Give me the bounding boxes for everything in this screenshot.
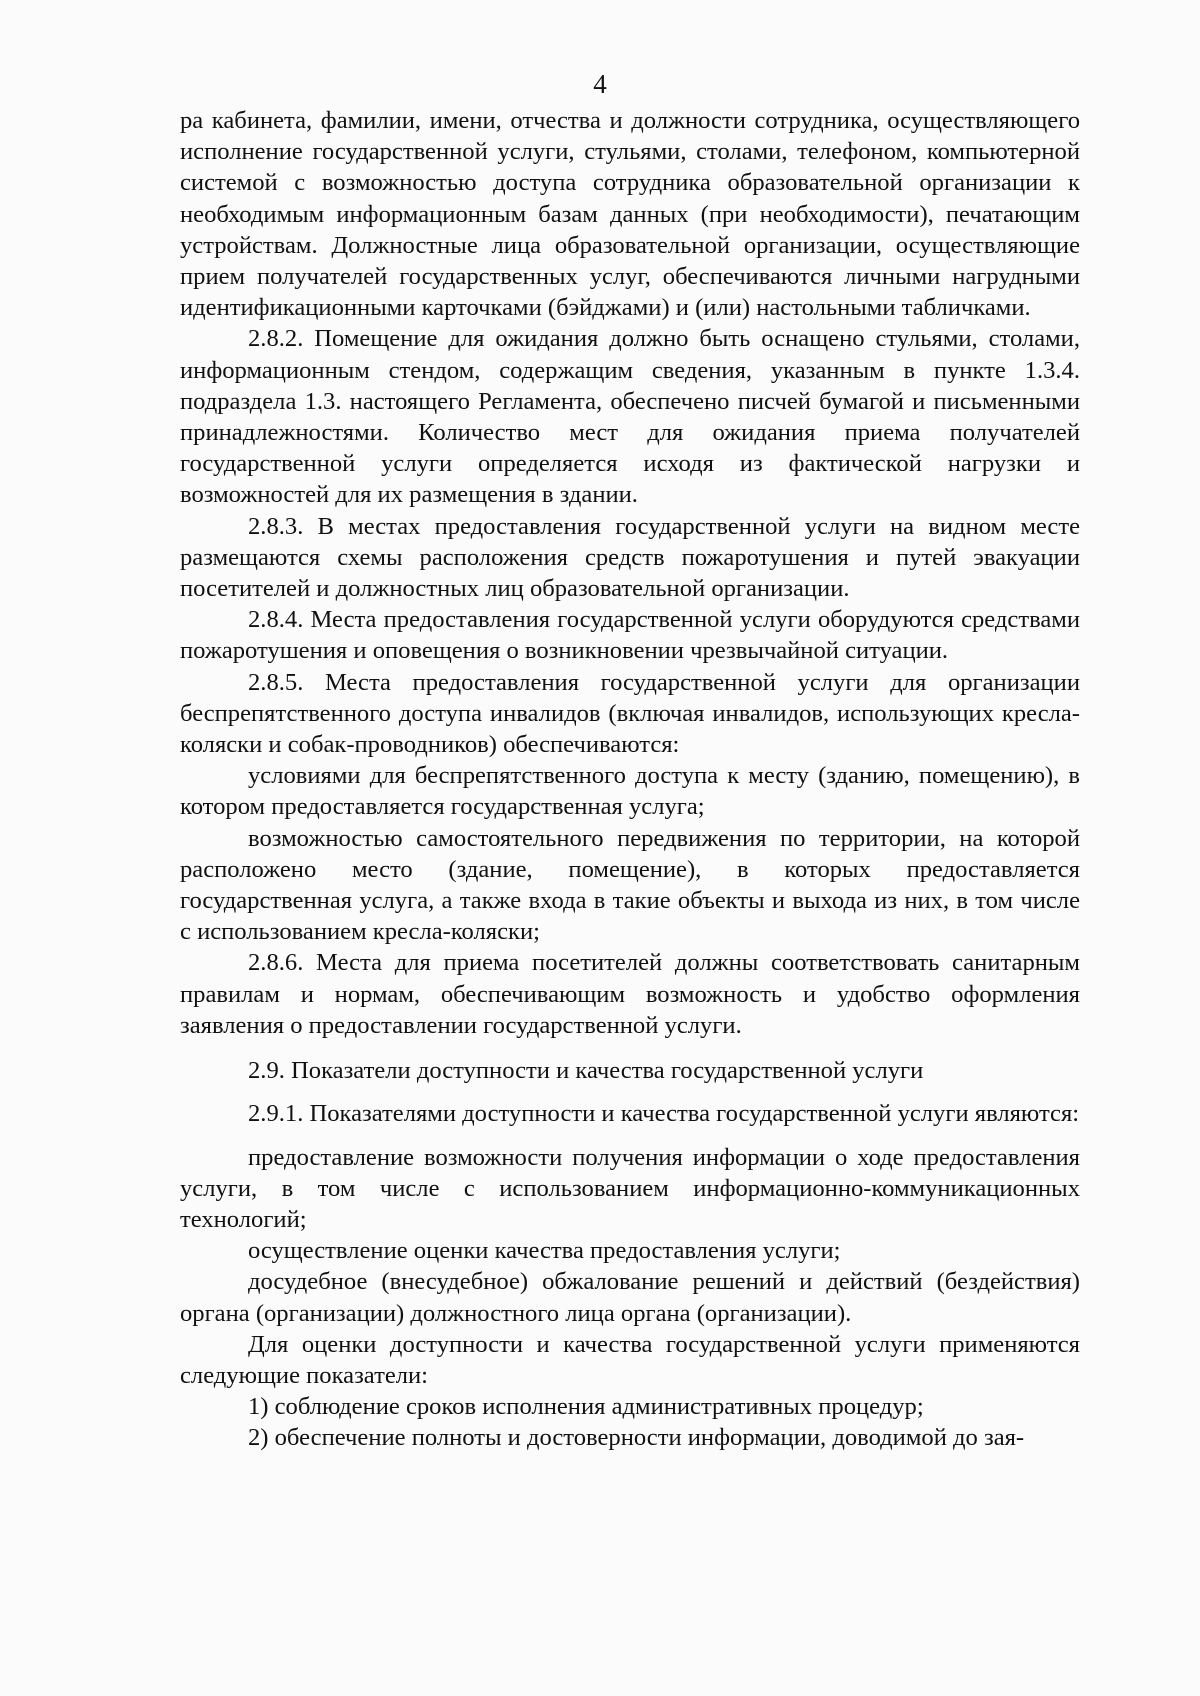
paragraph-2-8-3: 2.8.3. В местах предоставления государственной услуги на видном месте размещаются схемы расположения средств пожаротушения и путей эвакуации посетителей и должностных лиц образовательной организации. <box>180 512 1080 603</box>
section-heading-2-9: 2.9. Показатели доступности и качества государственной услуги <box>248 1057 924 1085</box>
paragraph-2-8-5: 2.8.5. Места предоставления государственной услуги для организации беспрепятственного доступа инвалидов (включая инвалидов, использующих кресла-коляски и собак-проводников) обеспечиваются: <box>180 668 1080 759</box>
paragraph-access-conditions: условиями для беспрепятственного доступа к месту (зданию, помещению), в котором предоставляется государственная услуга; <box>180 762 1080 821</box>
page-number: 4 <box>593 69 607 99</box>
paragraph-cabinet-continuation: ра кабинета, фамилии, имени, отчества и должности сотрудника, осуществляющего исполнение государственной услуги, стульями, столами, телефоном, компьютерной системой с возможностью доступа сотрудника образовательной организации к необходимым информационным базам данных (при необходимости), печатающим устройствам. Должностные лица образовательной организации, осуществляющие прием получателей государственных услуг, обеспечиваются личными нагрудными идентификационными карточками (бэйджами) и (или) настольными табличками. <box>180 107 1080 322</box>
paragraph-2-8-2: 2.8.2. Помещение для ожидания должно быть оснащено стульями, столами, информационным стендом, содержащим сведения, указанным в пункте 1.3.4. подраздела 1.3. настоящего Регламента, обеспечено писчей бумагой и письменными принадлежностями. Количество мест для ожидания приема получателей государственной услуги определяется исходя из фактической нагрузки и возможностей для их размещения в здании. <box>180 325 1080 509</box>
paragraph-quality-assessment: осуществление оценки качества предоставления услуги; <box>248 1237 841 1265</box>
paragraph-indicators-intro: Для оценки доступности и качества государственной услуги применяются следующие показатели: <box>180 1330 1080 1389</box>
paragraph-2-9-1: 2.9.1. Показателями доступности и качества государственной услуги являются: <box>248 1100 1080 1128</box>
document-body <box>180 105 1080 1454</box>
paragraph-pretrial-appeal: досудебное (внесудебное) обжалование решений и действий (бездействия) органа (организации) должностного лица органа (организации). <box>180 1268 1080 1327</box>
paragraph-information-access: предоставление возможности получения информации о ходе предоставления услуги, в том числе с использованием информационно-коммуникационных технологий; <box>180 1143 1080 1233</box>
paragraph-2-8-6: 2.8.6. Места для приема посетителей должны соответствовать санитарным правилам и нормам, обеспечивающим возможность и удобство оформления заявления о предоставлении государственной услуги. <box>180 949 1080 1039</box>
paragraph-2-8-4: 2.8.4. Места предоставления государственной услуги оборудуются средствами пожаротушения и оповещения о возникновении чрезвычайной ситуации. <box>180 606 1080 665</box>
paragraph-independent-movement: возможностью самостоятельного передвижения по территории, на которой расположено место (здание, помещение), в которых предоставляется государственная услуга, а также входа в такие объекты и выхода из них, в том числе с использованием кресла-коляски; <box>180 824 1080 946</box>
list-item-2: 2) обеспечение полноты и достоверности информации, доводимой до зая- <box>248 1424 1025 1452</box>
list-item-1: 1) соблюдение сроков исполнения административных процедур; <box>248 1393 924 1421</box>
